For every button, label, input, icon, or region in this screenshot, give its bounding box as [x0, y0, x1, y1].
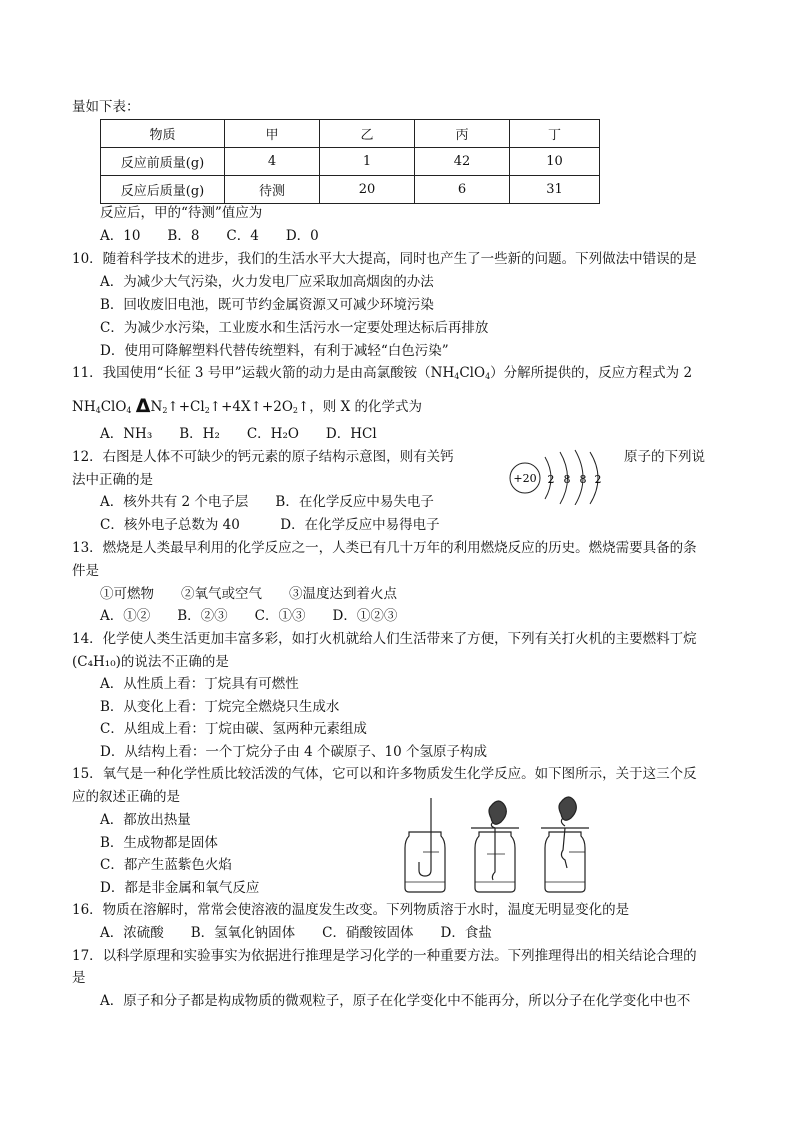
table-header-cell: 乙	[320, 120, 415, 148]
table-header-cell: 甲	[225, 120, 320, 148]
q12-options-ab: A．核外共有 2 个电子层 B．在化学反应中易失电子	[100, 494, 434, 510]
table-header-cell: 物质	[101, 120, 225, 148]
q13-stem: 13．燃烧是人类最早利用的化学反应之一，人类已有几十万年的利用燃烧反应的历史。燃烧需要具备的条	[72, 540, 697, 556]
q12-stem-2: 法中正确的是	[72, 472, 153, 488]
table-cell: 反应前质量(g)	[101, 148, 225, 176]
q10-option-c: C．为减少水污染，工业废水和生活污水一定要处理达标后再排放	[100, 320, 489, 336]
q10-stem: 10．随着科学技术的进步，我们的生活水平大大提高，同时也产生了一些新的问题。下列做法中错误的是	[72, 251, 697, 267]
jar-with-spoon	[405, 798, 445, 892]
q14-stem: 14．化学使人类生活更加丰富多彩，如打火机就给人们生活带来了方便，下列有关打火机的主要燃料丁烷	[72, 631, 697, 647]
table-cell: 1	[320, 148, 415, 176]
q15-option-b: B．生成物都是固体	[100, 835, 218, 851]
q14-option-d: D．从结构上看：一个丁烷分子由 4 个碳原子、10 个氢原子构成	[100, 744, 487, 760]
q12-stem-end: 原子的下列说	[624, 449, 705, 465]
shell-count: 2	[594, 473, 602, 486]
q15-option-c: C．都产生蓝紫色火焰	[100, 857, 232, 873]
q17-option-a: A．原子和分子都是构成物质的微观粒子，原子在化学变化中不能再分，所以分子在化学变化中也不	[100, 993, 691, 1009]
table-header-cell: 丁	[510, 120, 600, 148]
shell-count: 2	[547, 473, 555, 486]
q15-stem: 15．氧气是一种化学性质比较活泼的气体，它可以和许多物质发生化学反应。如下图所示，关于这三个反	[72, 766, 697, 782]
q14-option-c: C．从组成上看：丁烷由碳、氢两种元素组成	[100, 721, 367, 737]
table-cell: 10	[510, 148, 600, 176]
q11-stem: 11．我国使用“长征 3 号甲”运载火箭的动力是由高氯酸铵$(NH_4ClO_4)$分解所提供的，反应方程式为 2	[72, 365, 693, 381]
table-cell: 6	[415, 176, 510, 204]
q12-stem: 12．右图是人体不可缺少的钙元素的原子结构示意图，则有关钙	[72, 449, 454, 465]
q9-options: A．10 B．8 C．4 D．0	[100, 228, 319, 244]
mass-table	[100, 119, 600, 204]
oxygen-reaction-jars-figure	[395, 792, 600, 894]
table-cell: 4	[225, 148, 320, 176]
table-row	[101, 176, 600, 204]
q10-option-a: A．为减少大气污染，火力发电厂应采取加高烟囱的办法	[100, 274, 434, 290]
jar-with-flame-wire	[541, 797, 589, 892]
q14-option-a: A．从性质上看：丁烷具有可燃性	[100, 676, 299, 692]
shell-count: 8	[579, 473, 587, 486]
q13-options: A．①② B．②③ C．①③ D．①②③	[100, 608, 398, 624]
calcium-atom-diagram	[505, 443, 620, 505]
table-cell: 20	[320, 176, 415, 204]
q14-stem-2: (C₄H₁₀)的说法不正确的是	[72, 654, 229, 670]
q16-options: A．浓硫酸 B．氢氧化钠固体 C．硝酸铵固体 D．食盐	[100, 925, 492, 941]
table-header-cell: 丙	[415, 120, 510, 148]
table-cell: 待测	[225, 176, 320, 204]
q11-options: A．NH₃ B．H₂ C．H₂O D．HCl	[100, 426, 377, 442]
q10-option-d: D．使用可降解塑料代替传统塑料，有利于减轻“白色污染”	[100, 343, 449, 359]
q17-stem: 17．以科学原理和实验事实为依据进行推理是学习化学的一种重要方法。下列推理得出的相关结论合理的	[72, 948, 697, 964]
q13-stem-2: 件是	[72, 563, 99, 579]
q15-option-d: D．都是非金属和氧气反应	[100, 880, 260, 896]
shell-count: 8	[563, 473, 571, 486]
q15-stem-2: 应的叙述正确的是	[72, 789, 180, 805]
q11-equation: $NH_4ClO_4$ $\Delta N_2↑+Cl_2↑+4X↑+2O_2↑$，则 X 的化学式为	[72, 395, 423, 417]
table-cell: 42	[415, 148, 510, 176]
table-cell: 反应后质量(g)	[101, 176, 225, 204]
table-row	[101, 120, 600, 148]
q9-tail: 反应后，甲的“待测”值应为	[100, 205, 263, 221]
q15-option-a: A．都放出热量	[100, 812, 191, 828]
q14-option-b: B．从变化上看：丁烷完全燃烧只生成水	[100, 699, 340, 715]
q13-items: ①可燃物 ②氧气或空气 ③温度达到着火点	[100, 586, 397, 602]
q16-stem: 16．物质在溶解时，常常会使溶液的温度发生改变。下列物质溶于水时，温度无明显变化的是	[72, 902, 630, 918]
table-cell: 31	[510, 176, 600, 204]
q10-option-b: B．回收废旧电池，既可节约金属资源又可减少环境污染	[100, 297, 434, 313]
q12-options-cd: C．核外电子总数为 40 D．在化学反应中易得电子	[100, 517, 440, 533]
nucleus-label: +20	[513, 472, 537, 485]
jar-with-wire	[471, 801, 519, 892]
q17-stem-2: 是	[72, 970, 86, 986]
table-row	[101, 148, 600, 176]
heat-triangle-icon: Δ	[135, 395, 151, 417]
intro-text: 量如下表：	[72, 99, 140, 115]
